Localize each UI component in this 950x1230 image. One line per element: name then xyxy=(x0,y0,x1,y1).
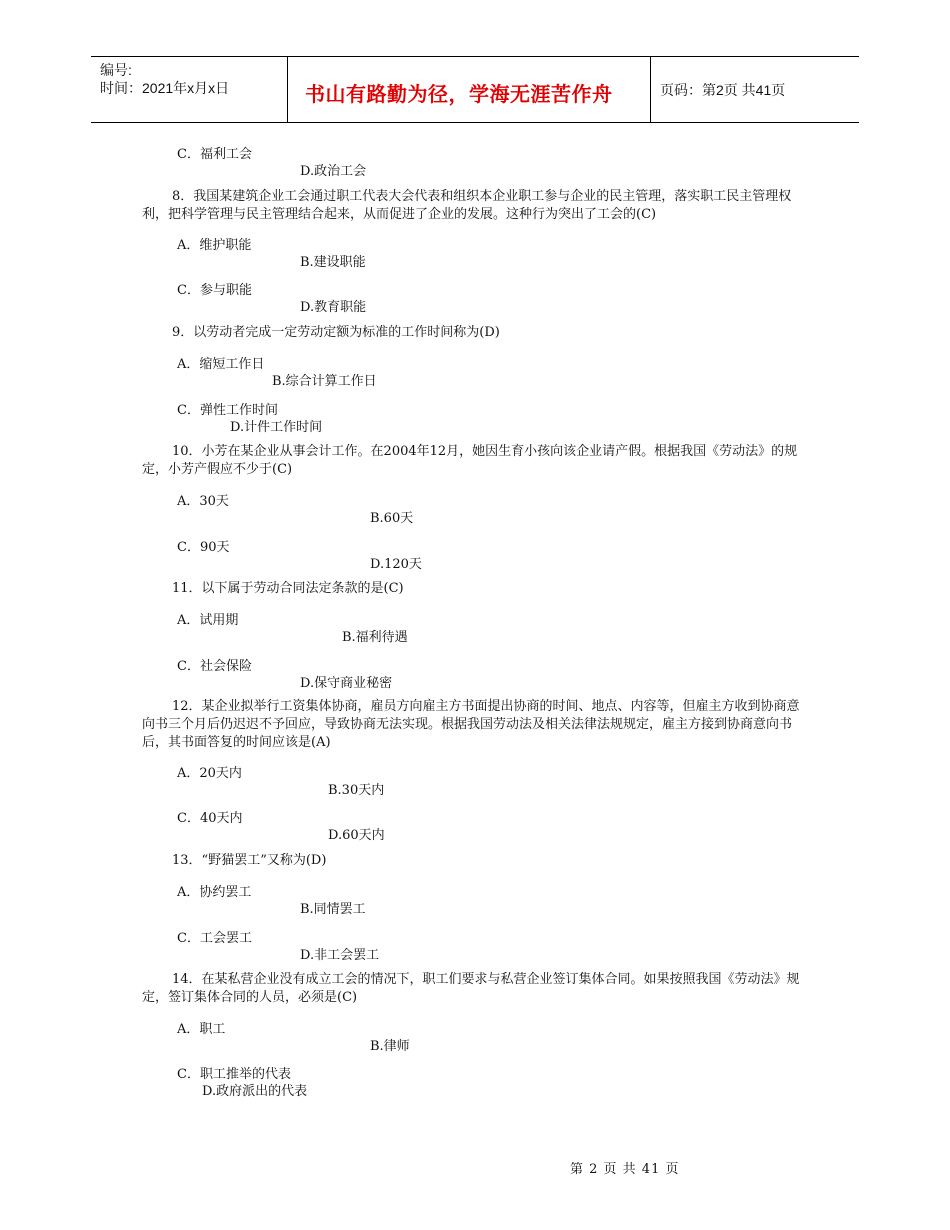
q8-option-b: B.建设职能 xyxy=(300,255,366,270)
q11-option-a: A．试用期 xyxy=(177,613,239,628)
footer-page-number: 第 2 页 共 41 页 xyxy=(570,1162,680,1177)
q12-option-b: B.30天内 xyxy=(328,783,385,798)
q14-option-c: C．职工推举的代表 xyxy=(177,1067,291,1082)
q8-option-a: A．维护职能 xyxy=(177,238,252,253)
header-time-label: 时间：2021年x月x日 xyxy=(100,80,230,96)
q13-option-a: A．协约罢工 xyxy=(177,885,252,900)
q8-question: 8．我国某建筑企业工会通过职工代表大会代表和组织本企业职工参与企业的民主管理，落实职工民主管理权利，把科学管理与民主管理结合起来，从而促进了企业的发展。这种行为突出了工会的(C) xyxy=(142,189,792,222)
q12-option-a: A．20天内 xyxy=(177,766,242,781)
q10-option-c: C．90天 xyxy=(177,540,230,555)
header-number-label: 编号: xyxy=(100,62,132,78)
q14-option-b: B.律师 xyxy=(370,1039,410,1054)
q13-option-b: B.同情罢工 xyxy=(300,902,366,917)
q9-option-b: B.综合计算工作日 xyxy=(272,374,377,389)
q12-option-d: D.60天内 xyxy=(328,828,385,843)
q14-option-a: A．职工 xyxy=(177,1022,226,1037)
q10-option-b: B.60天 xyxy=(370,511,414,526)
header-page-info: 页码：第2页 共41页 xyxy=(660,82,786,98)
q14-question: 14．在某私营企业没有成立工会的情况下，职工们要求与私营企业签订集体合同。如果按照我国《劳动法》规定，签订集体合同的人员，必须是(C) xyxy=(142,972,800,1005)
q8-option-d: D.教育职能 xyxy=(300,300,367,315)
q8-option-c: C．参与职能 xyxy=(177,283,252,298)
header-divider-left xyxy=(287,56,288,122)
header-bottom-rule xyxy=(91,122,859,123)
q9-question: 9．以劳动者完成一定劳动定额为标准的工作时间称为(D) xyxy=(172,325,500,340)
header-top-rule xyxy=(91,56,859,57)
q13-option-d: D.非工会罢工 xyxy=(300,948,380,963)
q10-option-a: A．30天 xyxy=(177,494,229,509)
q9-option-c: C．弹性工作时间 xyxy=(177,403,278,418)
q11-question: 11．以下属于劳动合同法定条款的是(C) xyxy=(172,581,404,596)
q10-option-d: D.120天 xyxy=(370,557,422,572)
q12-question: 12．某企业拟举行工资集体协商，雇员方向雇主方书面提出协商的时间、地点、内容等，但雇主方收到协商意向书三个月后仍迟迟不予回应，导致协商无法实现。根据我国劳动法及相关法律法规规定，雇主方接到协商意向书后，其书面答复的时间应该是(A) xyxy=(142,699,800,750)
q9-option-a: A．缩短工作日 xyxy=(177,357,265,372)
q11-option-c: C．社会保险 xyxy=(177,659,252,674)
q11-option-d: D.保守商业秘密 xyxy=(300,676,393,691)
q11-option-b: B.福利待遇 xyxy=(342,630,408,645)
q7-option-c: C．福利工会 xyxy=(177,147,252,162)
q10-question: 10．小芳在某企业从事会计工作。在2004年12月，她因生育小孩向该企业请产假。根据我国《劳动法》的规定，小芳产假应不少于(C) xyxy=(142,444,798,477)
q12-option-c: C．40天内 xyxy=(177,811,243,826)
header-motto: 书山有路勤为径，学海无涯苦作舟 xyxy=(305,82,613,106)
header-divider-right xyxy=(650,56,651,122)
q13-option-c: C．工会罢工 xyxy=(177,931,252,946)
q13-question: 13．“野猫罢工”又称为(D) xyxy=(172,853,327,868)
q9-option-d: D.计件工作时间 xyxy=(230,420,323,435)
q7-option-d: D.政治工会 xyxy=(300,164,367,179)
q14-option-d: D.政府派出的代表 xyxy=(202,1084,308,1099)
